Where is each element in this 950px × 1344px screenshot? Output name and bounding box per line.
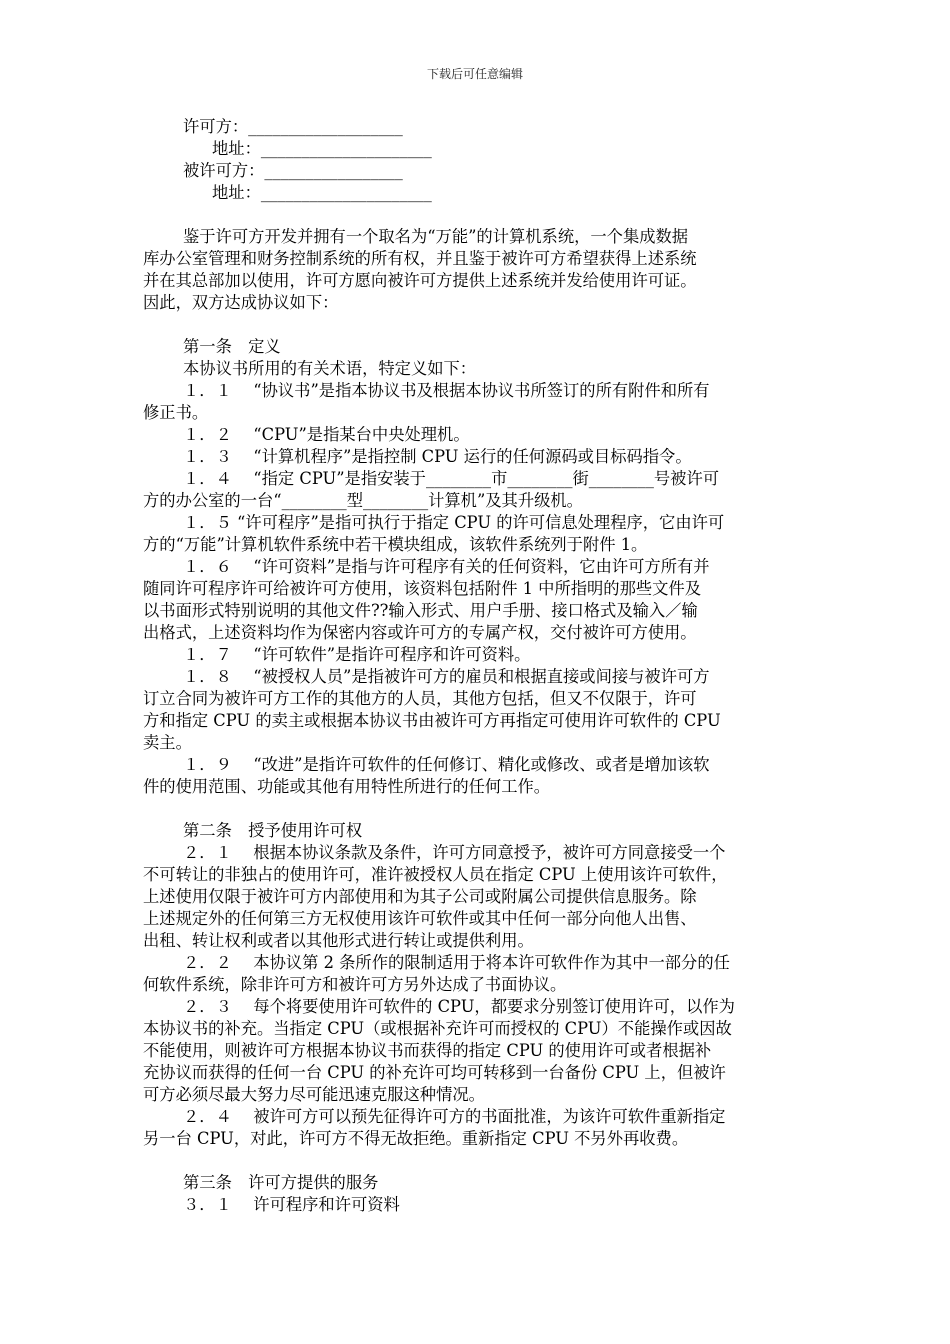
agreement-document [143,116,808,1216]
clause-1-6-cont: 以书面形式特别说明的其他文件??输入形式、用户手册、接口格式及输入／输 [143,601,698,620]
clause-2-2: ２．２ 本协议第 2 条所作的限制适用于将本许可软件作为其中一部分的任 [183,953,730,972]
licensor-address-blank: _____________________ [260,139,432,158]
preamble-line: 库办公室管理和财务控制系统的所有权，并且鉴于被许可方希望获得上述系统 [143,249,697,268]
licensee-address-blank: _____________________ [260,183,432,202]
licensor-address-field [143,138,808,160]
clause-2-3-cont: 不能使用，则被许可方根据本协议书而获得的指定 CPU 的使用许可或者根据补 [143,1041,712,1060]
clause-1-9-cont: 件的使用范围、功能或其他有用特性所进行的任何工作。 [143,777,551,796]
licensee-address-label: 地址： [212,183,261,202]
clause-1-7: １．７ “许可软件”是指许可程序和许可资料。 [183,645,531,664]
licensee-field [143,160,808,182]
preamble-line: 鉴于许可方开发并拥有一个取名为“万能”的计算机系统，一个集成数据 [183,227,689,246]
clause-2-1-cont: 上述规定外的任何第三方无权使用该许可软件或其中任何一部分向他人出售、 [143,909,697,928]
clause-2-4-cont: 另一台 CPU，对此，许可方不得无故拒绝。重新指定 CPU 不另外再收费。 [143,1129,689,1148]
licensor-field [143,116,808,138]
clause-1-8: １．８ “被授权人员”是指被许可方的雇员和根据直接或间接与被许可方 [183,667,710,686]
clause-2-1-cont: 出租、转让权利或者以其他形式进行转让或提供利用。 [143,931,534,950]
clause-3-1: ３．１ 许可程序和许可资料 [183,1195,400,1214]
licensor-label: 许可方： [183,117,249,136]
clause-2-3-cont: 本协议书的补充。当指定 CPU（或根据补充许可而授权的 CPU）不能操作或因故 [143,1019,732,1038]
clause-1-6-cont: 出格式，上述资料均作为保密内容或许可方的专属产权，交付被许可方使用。 [143,623,697,642]
clause-2-1-cont: 不可转让的非独占的使用许可，准许被授权人员在指定 CPU 上使用该许可软件， [143,865,728,884]
clause-2-3-cont: 可方必须尽最大努力尽可能迅速克服这种情况。 [143,1085,485,1104]
licensee-blank: _________________ [264,161,403,180]
clause-1-9: １．９ “改进”是指许可软件的任何修订、精化或修改、或者是增加该软 [183,755,710,774]
clause-1-8-cont: 订立合同为被许可方工作的其他方的人员，其他方包括，但又不仅限于，许可 [143,689,697,708]
preamble-line: 并在其总部加以使用，许可方愿向被许可方提供上述系统并发给使用许可证。 [143,271,697,290]
clause-1-5: １．５ “许可程序”是指可执行于指定 CPU 的许可信息处理程序，它由许可 [183,513,725,532]
clause-2-3-cont: 充协议而获得的任何一台 CPU 的补充许可均可转移到一台备份 CPU 上，但被许 [143,1063,726,1082]
preamble-line: 因此，双方达成协议如下： [143,293,339,312]
clause-1-6-cont: 随同许可程序许可给被许可方使用，该资料包括附件 1 中所指明的那些文件及 [143,579,701,598]
clause-1-3: １．３ “计算机程序”是指控制 CPU 运行的任何源码或目标码指令。 [183,447,692,466]
clause-2-1: ２．１ 根据本协议条款及条件，许可方同意授予，被许可方同意接受一个 [183,843,726,862]
clause-1-4-cont: 方的办公室的一台“________型________计算机”及其升级机。 [143,491,583,510]
article-1-intro: 本协议书所用的有关术语，特定义如下： [183,359,477,378]
article-2-heading: 第二条 授予使用许可权 [183,821,363,840]
article-3-heading: 第三条 许可方提供的服务 [183,1173,379,1192]
clause-1-4: １．４ “指定 CPU”是指安装于________市________街________号被许可 [183,469,720,488]
clause-1-2: １．２ “CPU”是指某台中央处理机。 [183,425,470,444]
clause-1-1: １．１ “协议书”是指本协议书及根据本协议书所签订的所有附件和所有 [183,381,710,400]
licensor-blank: ___________________ [248,117,403,136]
licensee-address-field [143,182,808,204]
clause-2-3: ２．３ 每个将要使用许可软件的 CPU，都要求分别签订使用许可，以作为 [183,997,735,1016]
clause-1-5-cont: 方的“万能”计算机软件系统中若干模块组成，该软件系统列于附件 1。 [143,535,648,554]
clause-2-1-cont: 上述使用仅限于被许可方内部使用和为其子公司或附属公司提供信息服务。除 [143,887,697,906]
licensee-label: 被许可方： [183,161,265,180]
licensor-address-label: 地址： [212,139,261,158]
clause-2-2-cont: 何软件系统，除非许可方和被许可方另外达成了书面协议。 [143,975,567,994]
clause-1-8-cont: 卖主。 [143,733,192,752]
clause-1-1-cont: 修正书。 [143,403,209,422]
clause-1-6: １．６ “许可资料”是指与许可程序有关的任何资料，它由许可方所有并 [183,557,710,576]
clause-1-8-cont: 方和指定 CPU 的卖主或根据本协议书由被许可方再指定可使用许可软件的 CPU [143,711,721,730]
page-header-note: 下载后可任意编辑 [426,67,523,81]
article-1-heading: 第一条 定义 [183,337,281,356]
clause-2-4: ２．４ 被许可方可以预先征得许可方的书面批准，为该许可软件重新指定 [183,1107,726,1126]
